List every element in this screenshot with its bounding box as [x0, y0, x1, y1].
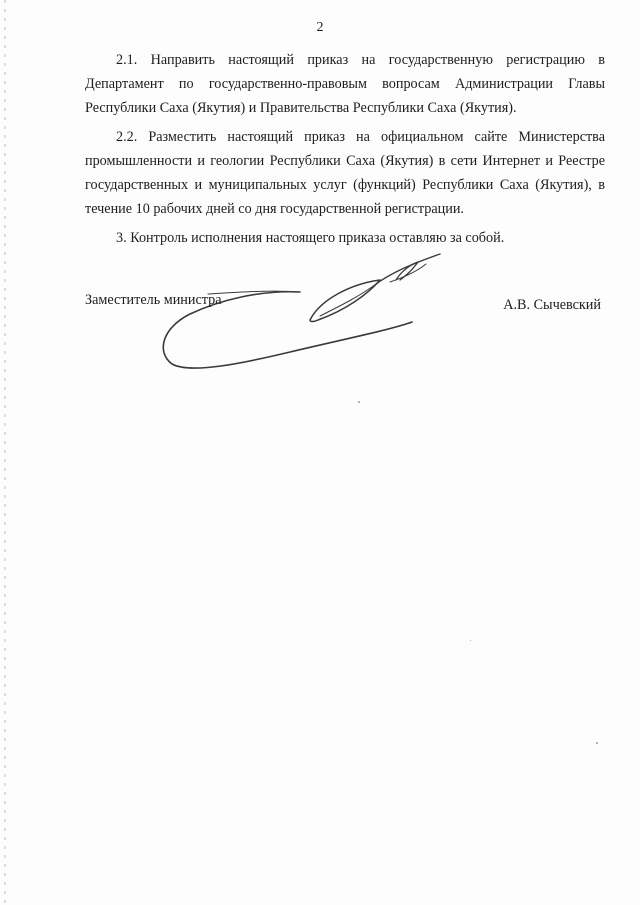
scan-speck	[596, 742, 598, 744]
signatory-position: Заместитель министра	[85, 292, 222, 308]
scan-speck	[358, 401, 360, 403]
page-number: 2	[316, 20, 324, 35]
paragraph-2-1: 2.1. Направить настоящий приказ на государственную регистрацию в Департамент по государственно-правовым вопросам Администрации Главы Республики Саха (Якутия) и Правительства Республики Саха (Якутия).	[85, 52, 605, 116]
document-body	[85, 48, 605, 255]
signature-block	[85, 288, 605, 312]
scan-speck	[470, 640, 471, 641]
paragraph-2-2: 2.2. Разместить настоящий приказ на официальном сайте Министерства промышленности и геологии Республики Саха (Якутия) в сети Интернет и Реестре государственных и муниципальных услуг (функций) Республики Саха (Якутия), в течение 10 рабочих дней со дня государственной регистрации.	[85, 129, 605, 217]
paragraph-3: 3. Контроль исполнения настоящего приказа оставляю за собой.	[116, 230, 505, 246]
scan-edge-artifact	[4, 0, 6, 905]
signatory-name: А.В. Сычевский	[503, 297, 601, 313]
